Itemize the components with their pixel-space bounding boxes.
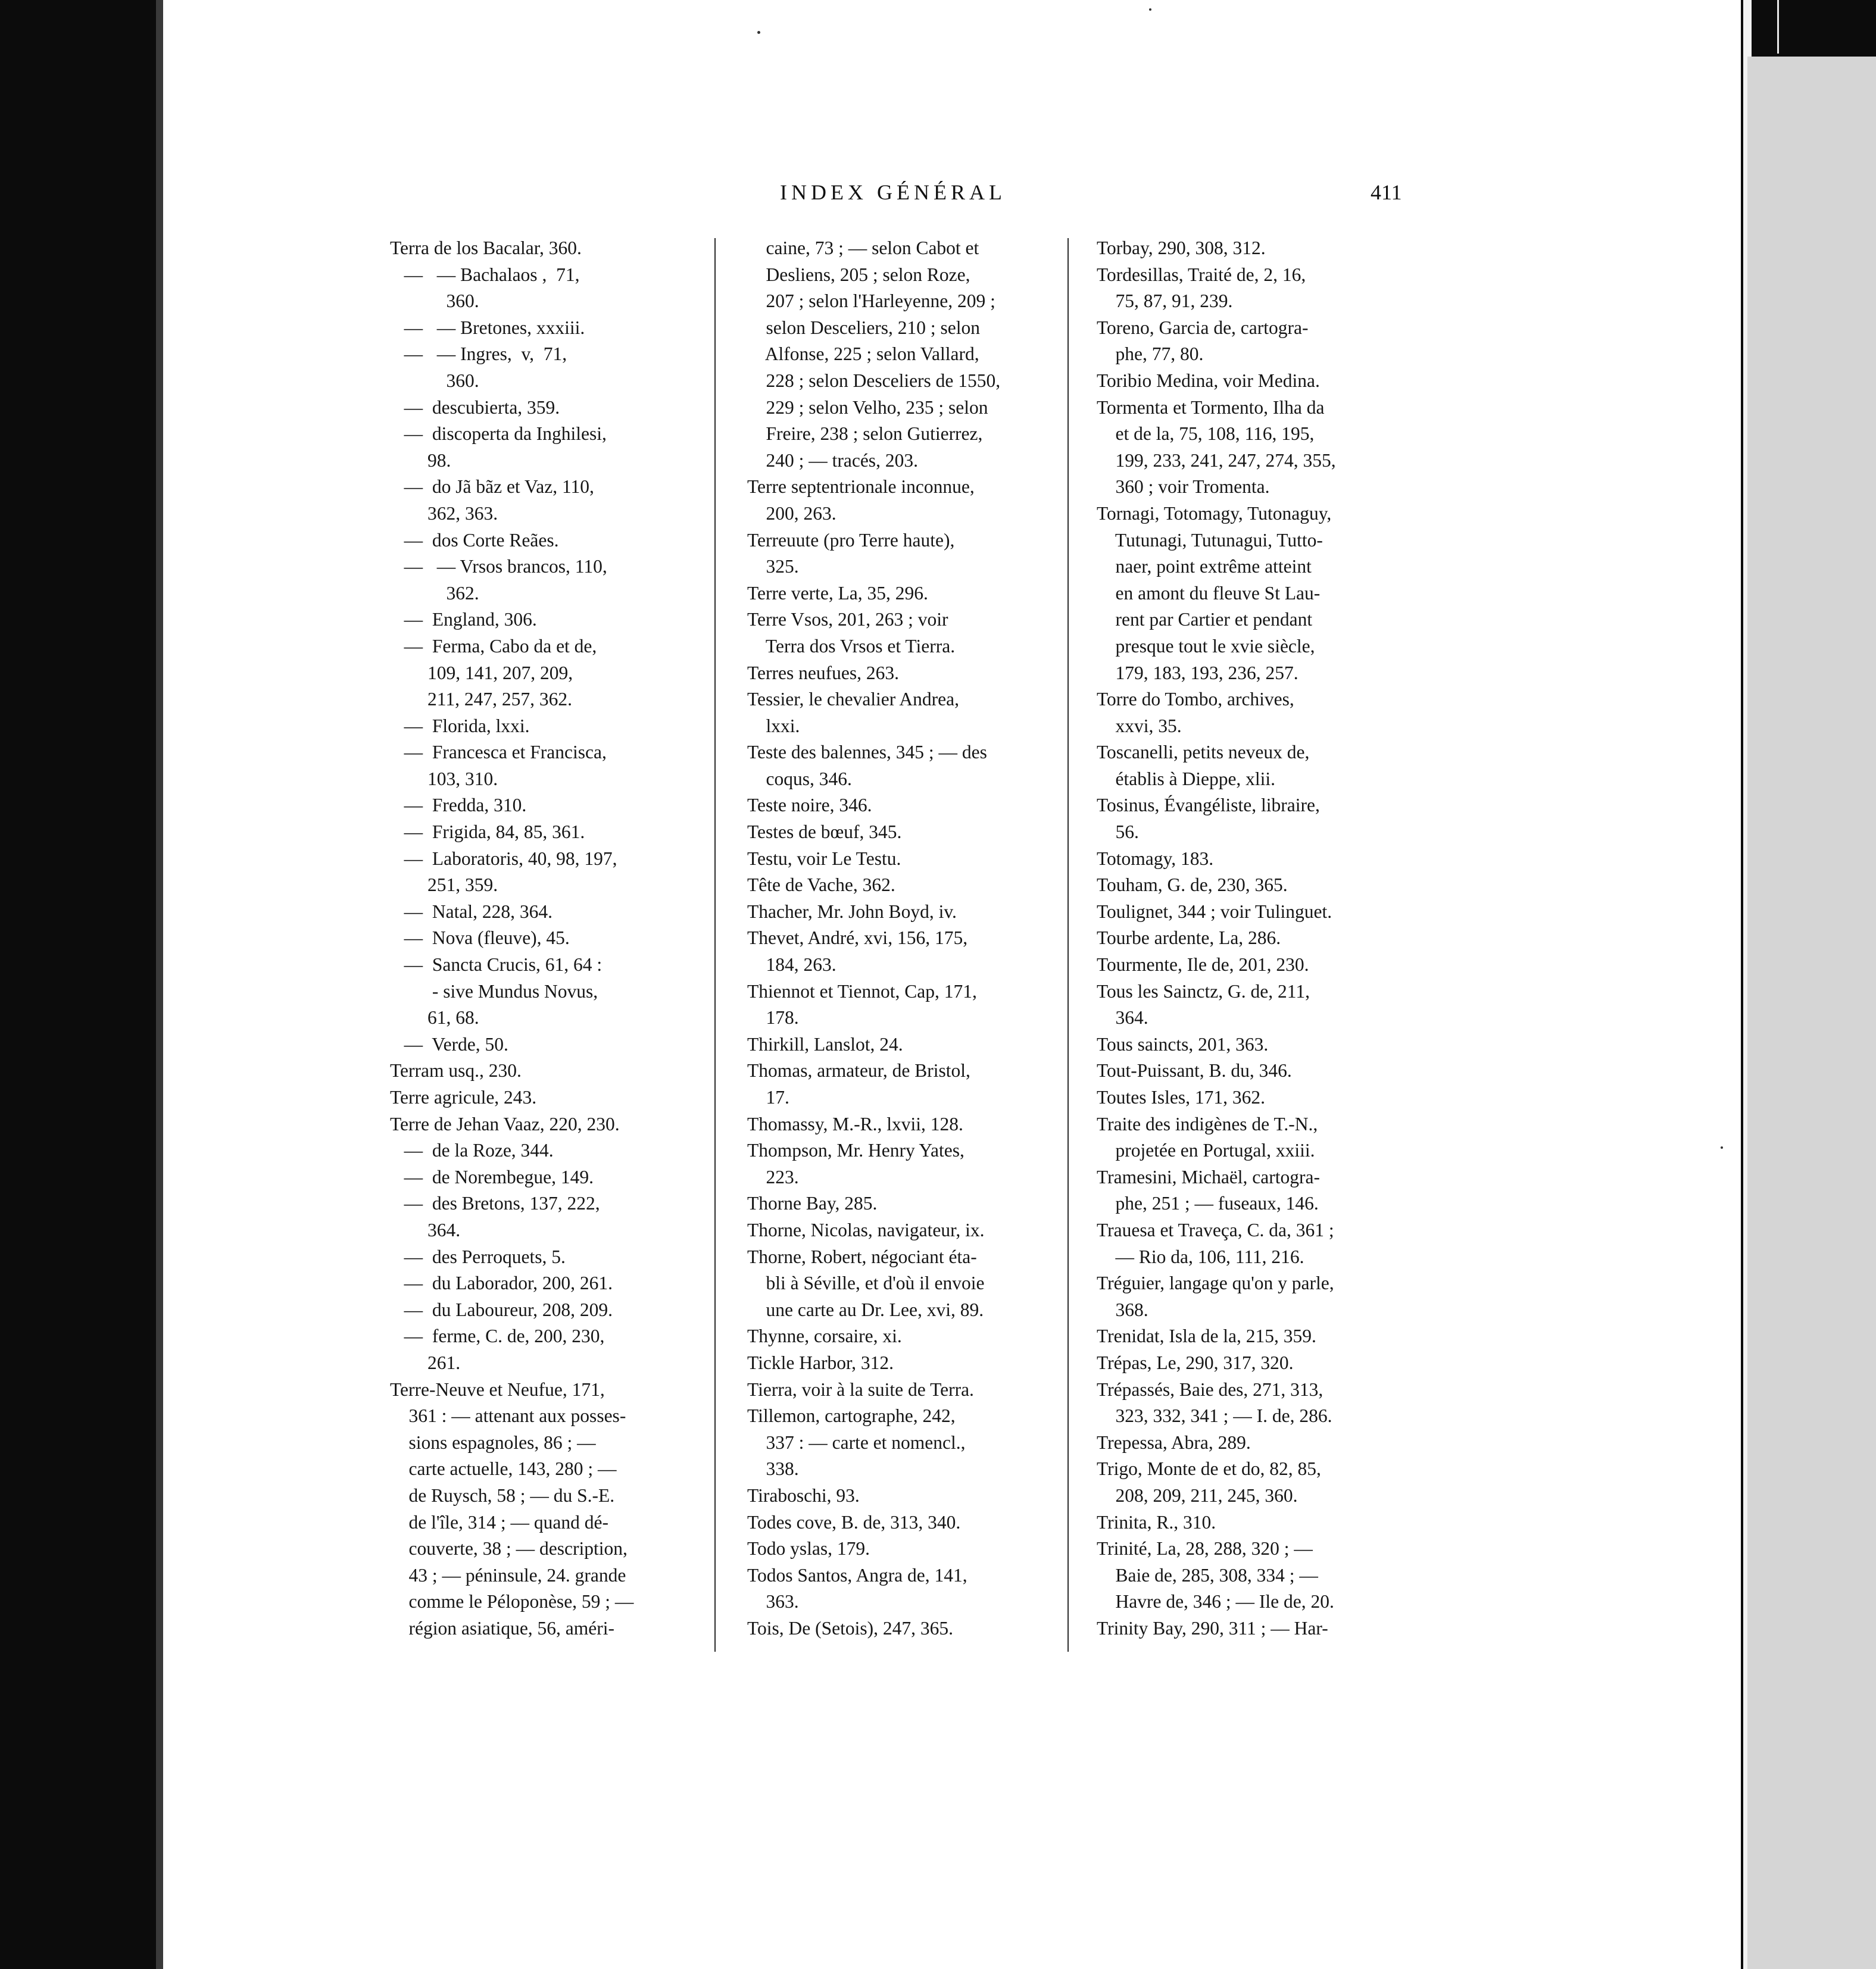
index-entry-line: Toribio Medina, voir Medina. — [1097, 370, 1320, 391]
index-entry-line: Traite des indigènes de T.-N., — [1097, 1113, 1318, 1134]
index-entry-line: 199, 233, 241, 247, 274, 355, — [1097, 449, 1336, 471]
index-entry-line: de l'île, 314 ; — quand dé- — [390, 1511, 608, 1533]
index-entry-line: Tréguier, langage qu'on y parle, — [1097, 1273, 1334, 1294]
index-entry-line: 323, 332, 341 ; — I. de, 286. — [1097, 1405, 1332, 1427]
index-entry-line: 179, 183, 193, 236, 257. — [1097, 662, 1298, 683]
index-entry-line: 229 ; selon Velho, 235 ; selon — [747, 396, 988, 418]
column-rule — [1067, 238, 1069, 1652]
index-column-3 — [1097, 235, 1406, 1642]
index-entry-line: Havre de, 346 ; — Ile de, 20. — [1097, 1591, 1334, 1612]
index-entry-line: région asiatique, 56, améri- — [390, 1617, 615, 1639]
index-entry-line: Thacher, Mr. John Boyd, iv. — [747, 901, 957, 922]
index-entry-line: Tourbe ardente, La, 286. — [1097, 927, 1281, 949]
index-entry-line: — do Jã bãz et Vaz, 110, — [390, 476, 594, 498]
index-entry-line: Thirkill, Lanslot, 24. — [747, 1033, 903, 1055]
index-entry-line: 337 : — carte et nomencl., — [747, 1432, 966, 1453]
index-entry-line: — Natal, 228, 364. — [390, 901, 553, 922]
index-entry-line: 251, 359. — [390, 874, 498, 896]
index-entry-line: Terra de los Bacalar, 360. — [390, 237, 582, 258]
index-entry-line: Testes de bœuf, 345. — [747, 821, 902, 843]
next-page-sheet — [1747, 57, 1876, 1969]
index-entry-line: Tous saincts, 201, 363. — [1097, 1033, 1269, 1055]
index-entry-line: phe, 77, 80. — [1097, 343, 1204, 365]
index-entry-line: — Verde, 50. — [390, 1033, 508, 1055]
index-entry-line: Tormenta et Tormento, Ilha da — [1097, 396, 1325, 418]
index-entry-line: 109, 141, 207, 209, — [390, 662, 573, 683]
index-entry-line: Thynne, corsaire, xi. — [747, 1326, 902, 1347]
index-entry-line: Testu, voir Le Testu. — [747, 848, 901, 869]
index-entry-line: lxxi. — [747, 715, 800, 736]
index-entry-line: 211, 247, 257, 362. — [390, 689, 572, 710]
index-entry-line: Tickle Harbor, 312. — [747, 1352, 894, 1373]
index-entry-line: 103, 310. — [390, 768, 498, 789]
index-entry-line: Thomassy, M.-R., lxvii, 128. — [747, 1113, 963, 1134]
index-entry-line: — des Perroquets, 5. — [390, 1246, 566, 1267]
index-entry-line: et de la, 75, 108, 116, 195, — [1097, 423, 1315, 445]
index-entry-line: Tourmente, Ile de, 201, 230. — [1097, 954, 1309, 976]
index-entry-line: Tutunagi, Tutunagui, Tutto- — [1097, 529, 1323, 551]
index-entry-line: 178. — [747, 1007, 799, 1029]
index-entry-line: Terreuute (pro Terre haute), — [747, 529, 955, 551]
index-entry-line: rent par Cartier et pendant — [1097, 609, 1313, 630]
index-entry-line: une carte au Dr. Lee, xvi, 89. — [747, 1299, 984, 1320]
index-entry-line: 184, 263. — [747, 954, 836, 976]
index-entry-line: — Laboratoris, 40, 98, 197, — [390, 848, 617, 869]
index-entry-line: — discoperta da Inghilesi, — [390, 423, 607, 445]
index-entry-line: Terre de Jehan Vaaz, 220, 230. — [390, 1113, 620, 1134]
index-entry-line: Thorne Bay, 285. — [747, 1193, 878, 1214]
index-entry-line: 75, 87, 91, 239. — [1097, 290, 1233, 312]
index-entry-line: — Frigida, 84, 85, 361. — [390, 821, 585, 843]
index-entry-line: — Francesca et Francisca, — [390, 742, 607, 763]
index-entry-line: — — Bretones, xxxiii. — [390, 317, 585, 338]
index-entry-line: 364. — [1097, 1007, 1148, 1029]
index-entry-line: 368. — [1097, 1299, 1148, 1320]
column-rule — [714, 238, 716, 1652]
index-entry-line: Thorne, Robert, négociant éta- — [747, 1246, 977, 1267]
index-entry-line: Toreno, Garcia de, cartogra- — [1097, 317, 1309, 338]
index-entry-line: Tosinus, Évangéliste, libraire, — [1097, 795, 1320, 816]
index-entry-line: bli à Séville, et d'où il envoie — [747, 1273, 985, 1294]
index-entry-line: Totomagy, 183. — [1097, 848, 1214, 869]
index-entry-line: 17. — [747, 1087, 789, 1108]
index-entry-line: Trigo, Monte de et do, 82, 85, — [1097, 1458, 1321, 1480]
index-entry-line: Thompson, Mr. Henry Yates, — [747, 1140, 964, 1161]
index-entry-line: 360 ; voir Tromenta. — [1097, 476, 1270, 498]
index-entry-line: Torbay, 290, 308, 312. — [1097, 237, 1266, 258]
index-entry-line: — du Laborador, 200, 261. — [390, 1273, 613, 1294]
index-entry-line: Terre agricule, 243. — [390, 1087, 537, 1108]
index-entry-line: Terre Vsos, 201, 263 ; voir — [747, 609, 948, 630]
index-entry-line: Torre do Tombo, archives, — [1097, 689, 1294, 710]
dust-speck — [1721, 1146, 1723, 1149]
index-entry-line: Tordesillas, Traité de, 2, 16, — [1097, 264, 1306, 285]
index-entry-line: Desliens, 205 ; selon Roze, — [747, 264, 970, 285]
index-entry-line: phe, 251 ; — fuseaux, 146. — [1097, 1193, 1319, 1214]
index-entry-line: 361 : — attenant aux posses- — [390, 1405, 626, 1427]
index-entry-line: Toutes Isles, 171, 362. — [1097, 1087, 1266, 1108]
index-entry-line: projetée en Portugal, xxiii. — [1097, 1140, 1315, 1161]
index-entry-line: Toulignet, 344 ; voir Tulinguet. — [1097, 901, 1332, 922]
index-entry-line: Teste noire, 346. — [747, 795, 872, 816]
index-entry-line: Tierra, voir à la suite de Terra. — [747, 1379, 974, 1400]
index-entry-line: 325. — [747, 556, 799, 577]
index-entry-line: Thiennot et Tiennot, Cap, 171, — [747, 980, 977, 1002]
index-entry-line: Trauesa et Traveça, C. da, 361 ; — [1097, 1219, 1334, 1240]
index-entry-line: établis à Dieppe, xlii. — [1097, 768, 1276, 789]
index-entry-line: couverte, 38 ; — description, — [390, 1538, 628, 1559]
index-entry-line: 200, 263. — [747, 502, 836, 524]
index-entry-line: Freire, 238 ; selon Gutierrez, — [747, 423, 983, 445]
page-left-edge — [156, 0, 163, 1969]
index-entry-line: Terre verte, La, 35, 296. — [747, 582, 928, 604]
index-entry-line: - sive Mundus Novus, — [390, 980, 598, 1002]
index-entry-line: Trinité, La, 28, 288, 320 ; — — [1097, 1538, 1313, 1559]
index-entry-line: Terra dos Vrsos et Tierra. — [747, 635, 956, 657]
index-entry-line: Trépassés, Baie des, 271, 313, — [1097, 1379, 1323, 1400]
index-entry-line: — — Ingres, v, 71, — [390, 343, 567, 365]
index-entry-line: 98. — [390, 449, 451, 471]
index-entry-line: Teste des balennes, 345 ; — des — [747, 742, 987, 763]
sheet-fold-line — [1777, 0, 1779, 54]
index-entry-line: — — Bachalaos , 71, — [390, 264, 580, 285]
index-entry-line: de Ruysch, 58 ; — du S.-E. — [390, 1484, 615, 1506]
index-entry-line: 363. — [747, 1591, 799, 1612]
index-entry-line: 362. — [390, 582, 479, 604]
index-entry-line: 207 ; selon l'Harleyenne, 209 ; — [747, 290, 995, 312]
dust-speck — [1149, 8, 1151, 11]
index-entry-line: Todes cove, B. de, 313, 340. — [747, 1511, 961, 1533]
index-entry-line: Trinity Bay, 290, 311 ; — Har- — [1097, 1617, 1328, 1639]
index-entry-line: — de Norembegue, 149. — [390, 1166, 594, 1187]
index-entry-line: naer, point extrême atteint — [1097, 556, 1312, 577]
index-entry-line: — dos Corte Reães. — [390, 529, 559, 551]
index-entry-line: Tillemon, cartographe, 242, — [747, 1405, 956, 1427]
index-entry-line: — Sancta Crucis, 61, 64 : — [390, 954, 603, 976]
index-entry-line: coqus, 346. — [747, 768, 852, 789]
index-entry-line: — England, 306. — [390, 609, 537, 630]
index-entry-line: — des Bretons, 137, 222, — [390, 1193, 600, 1214]
index-entry-line: — Rio da, 106, 111, 216. — [1097, 1246, 1304, 1267]
index-entry-line: Toscanelli, petits neveux de, — [1097, 742, 1310, 763]
index-entry-line: Trenidat, Isla de la, 215, 359. — [1097, 1326, 1316, 1347]
index-entry-line: carte actuelle, 143, 280 ; — — [390, 1458, 617, 1480]
index-entry-line: Todos Santos, Angra de, 141, — [747, 1564, 967, 1586]
index-entry-line: — du Laboureur, 208, 209. — [390, 1299, 613, 1320]
index-entry-line: en amont du fleuve St Lau- — [1097, 582, 1321, 604]
index-entry-line: 338. — [747, 1458, 799, 1480]
index-entry-line: 362, 363. — [390, 502, 498, 524]
index-entry-line: 240 ; — tracés, 203. — [747, 449, 918, 471]
index-entry-line: — Ferma, Cabo da et de, — [390, 635, 597, 657]
index-entry-line: 61, 68. — [390, 1007, 479, 1029]
index-entry-line: Tiraboschi, 93. — [747, 1484, 860, 1506]
index-entry-line: — Florida, lxxi. — [390, 715, 530, 736]
index-entry-line: xxvi, 35. — [1097, 715, 1182, 736]
index-entry-line: Tramesini, Michaël, cartogra- — [1097, 1166, 1320, 1187]
index-entry-line: presque tout le xvie siècle, — [1097, 635, 1315, 657]
index-entry-line: Tous les Sainctz, G. de, 211, — [1097, 980, 1310, 1002]
index-entry-line: Terres neufues, 263. — [747, 662, 899, 683]
page-number: 411 — [1371, 180, 1402, 204]
index-entry-line: sions espagnoles, 86 ; — — [390, 1432, 596, 1453]
index-entry-line: 43 ; — péninsule, 24. grande — [390, 1564, 626, 1586]
index-column-2 — [747, 235, 1051, 1642]
index-entry-line: Trinita, R., 310. — [1097, 1511, 1216, 1533]
index-entry-line: 360. — [390, 290, 479, 312]
index-entry-line: Trepessa, Abra, 289. — [1097, 1432, 1251, 1453]
index-entry-line: comme le Péloponèse, 59 ; — — [390, 1591, 634, 1612]
index-entry-line: Alfonse, 225 ; selon Vallard, — [747, 343, 979, 365]
dust-speck — [757, 31, 760, 34]
index-entry-line: Tornagi, Totomagy, Tutonaguy, — [1097, 502, 1332, 524]
index-entry-line: 223. — [747, 1166, 799, 1187]
index-entry-line: Touham, G. de, 230, 365. — [1097, 874, 1288, 896]
index-entry-line: — Nova (fleuve), 45. — [390, 927, 570, 949]
index-entry-line: Tête de Vache, 362. — [747, 874, 895, 896]
index-entry-line: — — Vrsos brancos, 110, — [390, 556, 607, 577]
index-entry-line: — de la Roze, 344. — [390, 1140, 554, 1161]
index-entry-line: Terram usq., 230. — [390, 1060, 522, 1082]
index-entry-line: 261. — [390, 1352, 461, 1373]
index-entry-line: 364. — [390, 1219, 461, 1240]
index-entry-line: Trépas, Le, 290, 317, 320. — [1097, 1352, 1294, 1373]
scan-left-margin — [0, 0, 161, 1969]
index-entry-line: — descubierta, 359. — [390, 396, 560, 418]
index-entry-line: 56. — [1097, 821, 1139, 843]
index-column-1 — [390, 235, 706, 1642]
index-entry-line: caine, 73 ; — selon Cabot et — [747, 237, 979, 258]
index-entry-line: Tessier, le chevalier Andrea, — [747, 689, 959, 710]
index-entry-line: Thomas, armateur, de Bristol, — [747, 1060, 970, 1082]
index-entry-line: Baie de, 285, 308, 334 ; — — [1097, 1564, 1318, 1586]
index-entry-line: — ferme, C. de, 200, 230, — [390, 1326, 605, 1347]
index-entry-line: Thorne, Nicolas, navigateur, ix. — [747, 1219, 985, 1240]
index-entry-line: Thevet, André, xvi, 156, 175, — [747, 927, 968, 949]
index-entry-line: selon Desceliers, 210 ; selon — [747, 317, 981, 338]
index-entry-line: 360. — [390, 370, 479, 391]
index-entry-line: Terre septentrionale inconnue, — [747, 476, 975, 498]
index-entry-line: 228 ; selon Desceliers de 1550, — [747, 370, 1001, 391]
index-entry-line: 208, 209, 211, 245, 360. — [1097, 1484, 1298, 1506]
index-entry-line: Tout-Puissant, B. du, 346. — [1097, 1060, 1292, 1082]
running-header-title: INDEX GÉNÉRAL — [780, 180, 1006, 204]
index-entry-line: Terre-Neuve et Neufue, 171, — [390, 1379, 605, 1400]
index-entry-line: Tois, De (Setois), 247, 365. — [747, 1617, 954, 1639]
index-entry-line: Todo yslas, 179. — [747, 1538, 870, 1559]
index-entry-line: — Fredda, 310. — [390, 795, 527, 816]
